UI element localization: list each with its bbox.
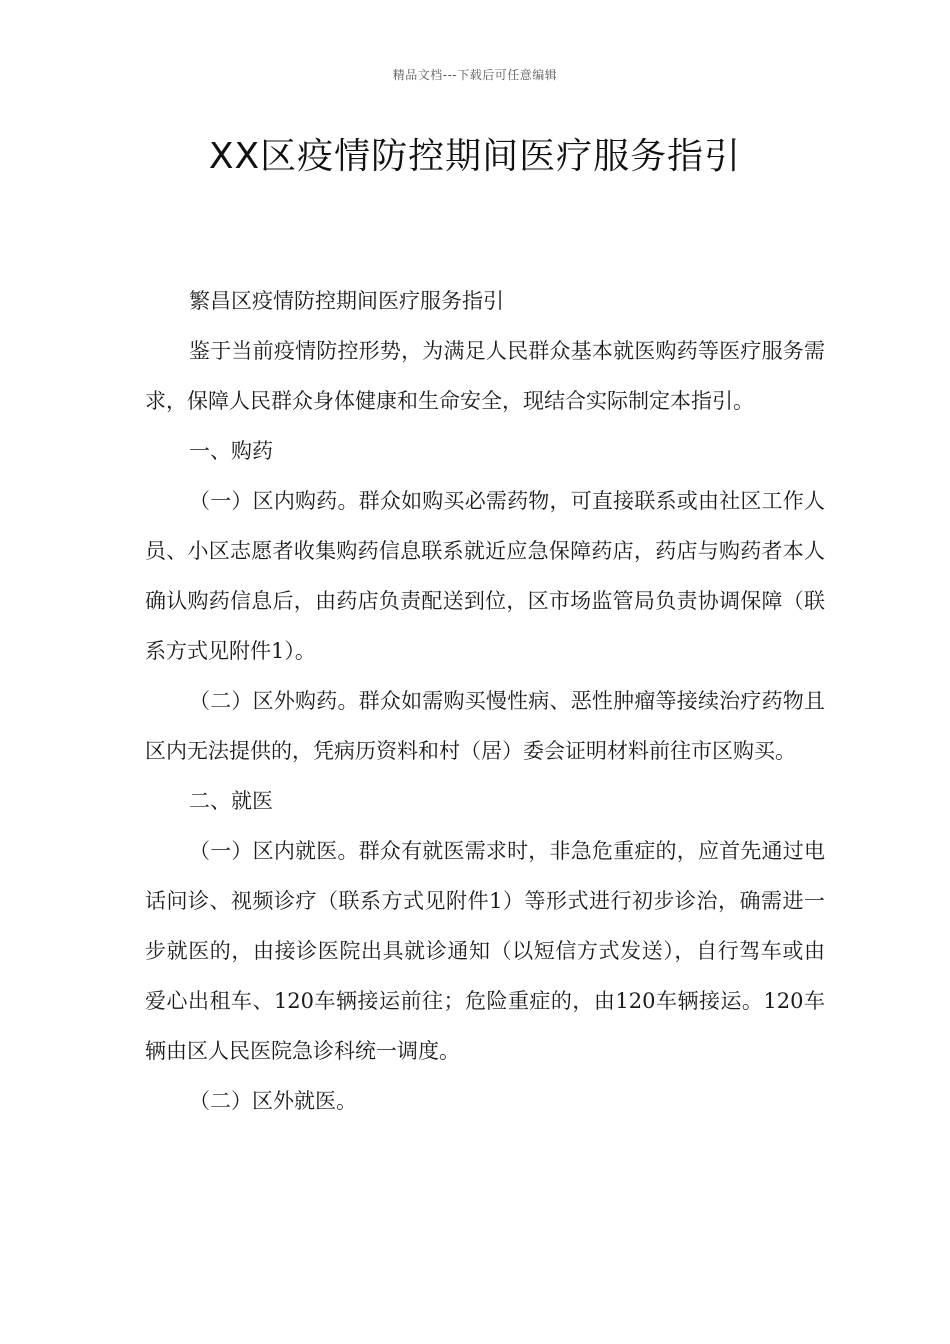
header-note: 精品文档---下载后可任意编辑 xyxy=(392,68,558,82)
paragraph-local-medical: （一）区内就医。群众有就医需求时，非急危重症的，应首先通过电话问诊、视频诊疗（联系方式见附件1）等形式进行初步诊治，确需进一步就医的，由接诊医院出具就诊通知（以短信方式发送），自行驾车或由爱心出租车、120车辆接运前往；危险重症的，由120车辆接运。120车辆由区人民医院急诊科统一调度。 xyxy=(145,839,825,1063)
document-title: XX区疫情防控期间医疗服务指引 xyxy=(208,136,742,177)
document-body xyxy=(145,276,825,1126)
section-heading-purchase: 一、购药 xyxy=(189,439,273,463)
paragraph-outside-purchase: （二）区外购药。群众如需购买慢性病、恶性肿瘤等接续治疗药物且区内无法提供的，凭病历资料和村（居）委会证明材料前往市区购买。 xyxy=(145,689,825,763)
paragraph-local-purchase: （一）区内购药。群众如购买必需药物，可直接联系或由社区工作人员、小区志愿者收集购药信息联系就近应急保障药店，药店与购药者本人确认购药信息后，由药店负责配送到位，区市场监管局负责协调保障（联系方式见附件1）。 xyxy=(145,489,825,663)
paragraph-outside-medical: （二）区外就医。 xyxy=(189,1089,357,1113)
paragraph-subtitle: 繁昌区疫情防控期间医疗服务指引 xyxy=(189,289,504,313)
paragraph-intro: 鉴于当前疫情防控形势，为满足人民群众基本就医购药等医疗服务需求，保障人民群众身体健康和生命安全，现结合实际制定本指引。 xyxy=(145,339,825,413)
section-heading-medical: 二、就医 xyxy=(189,789,273,813)
